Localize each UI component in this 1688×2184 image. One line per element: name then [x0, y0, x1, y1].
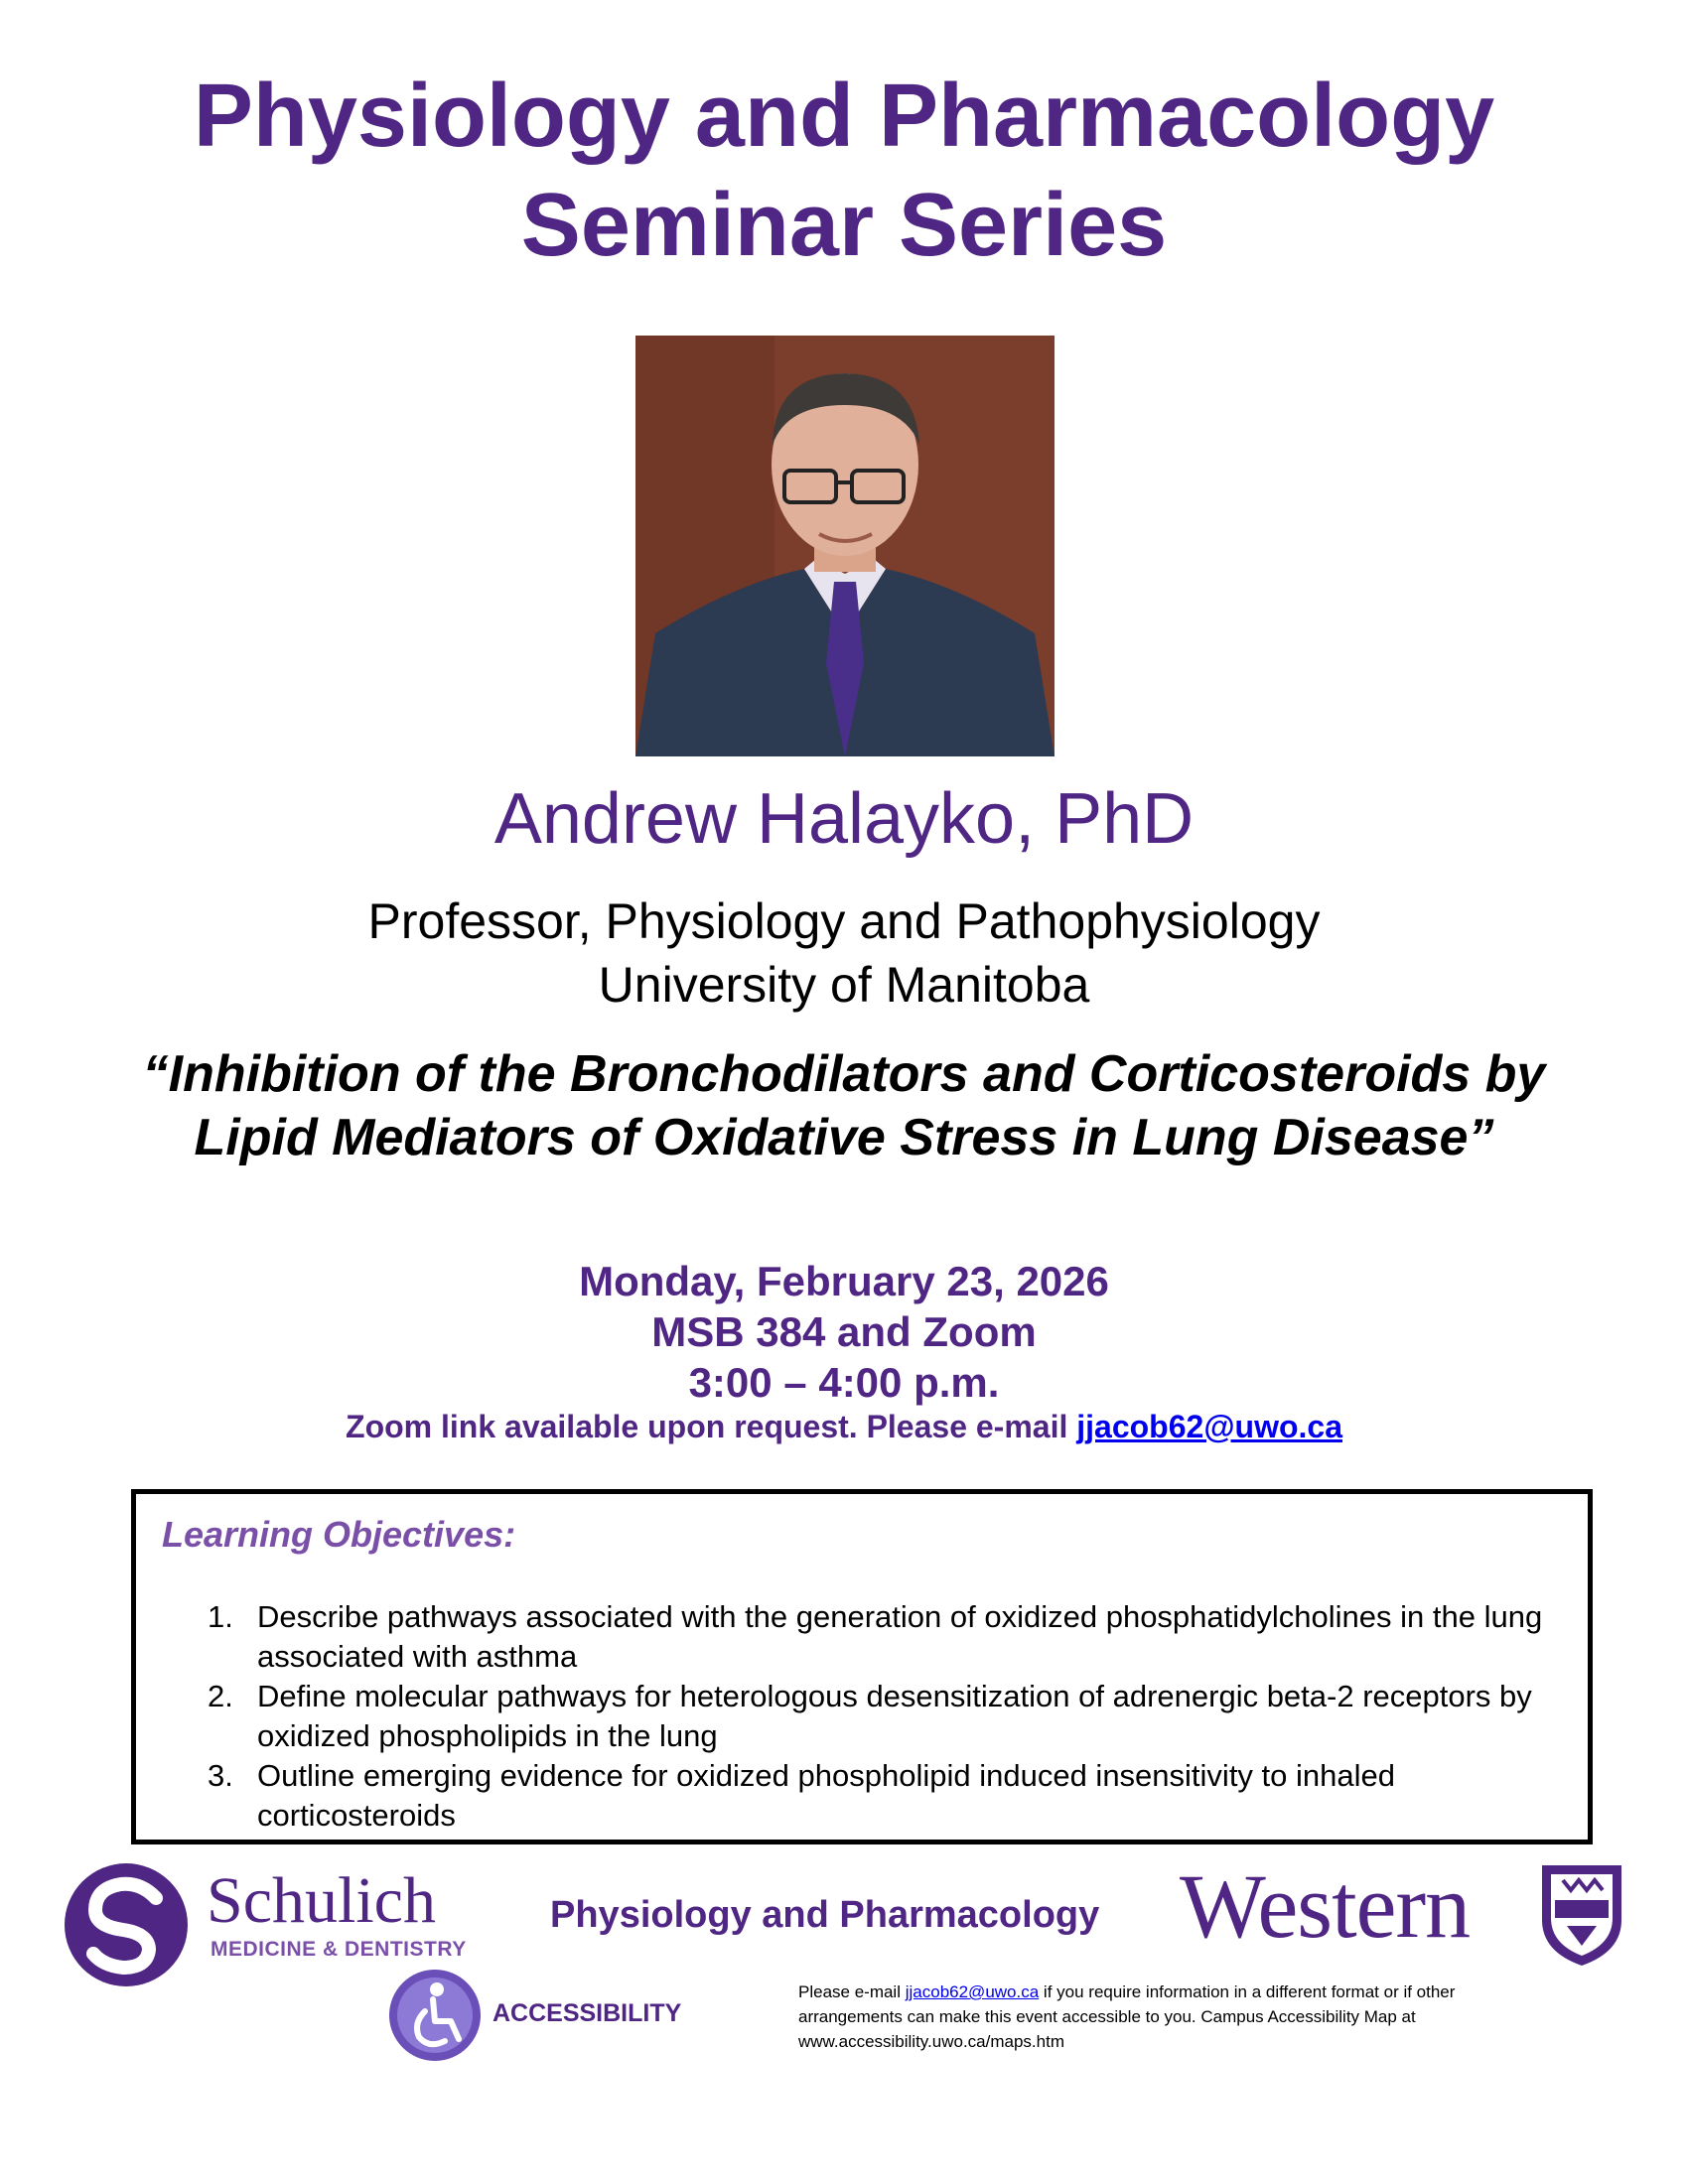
objective-number: 1. [208, 1599, 233, 1634]
access-notice-before: Please e-mail [798, 1982, 901, 2001]
speaker-name: Andrew Halayko, PhD [493, 779, 1195, 859]
objective-text: Describe pathways associated with the generation of oxidized phosphatidylcholines in the lung associated with asthma [257, 1599, 1543, 1674]
talk-title: “Inhibition of the Bronchodilators and Corticosteroids by Lipid Mediators of Oxidative Stress in Lung Disease” [142, 1045, 1546, 1166]
zoom-note [0, 1407, 1688, 1446]
objective-item [208, 1597, 1558, 1677]
speaker-affiliation [0, 889, 1688, 1017]
title-line-2: Seminar Series [520, 176, 1168, 275]
event-time: 3:00 – 4:00 p.m. [688, 1359, 1000, 1406]
access-email-link[interactable]: jjacob62@uwo.ca [905, 1982, 1040, 2001]
accessibility-label: ACCESSIBILITY [492, 1999, 682, 2027]
objective-item [208, 1756, 1558, 1836]
schulich-wordmark: Schulich [207, 1864, 436, 1937]
speaker-institution: University of Manitoba [598, 957, 1090, 1013]
event-details [0, 1256, 1688, 1408]
western-wordmark: Western [1180, 1855, 1471, 1957]
accessibility-icon [387, 1968, 483, 2063]
objective-item [208, 1677, 1558, 1756]
objective-number: 3. [208, 1758, 233, 1793]
objective-text: Define molecular pathways for heterologous desensitization of adrenergic beta-2 receptors by oxidized phospholipids in the lung [257, 1679, 1532, 1753]
title-line-1: Physiology and Pharmacology [193, 67, 1495, 166]
department-name: Physiology and Pharmacology [550, 1894, 1100, 1936]
accessibility-notice [798, 1979, 1493, 2054]
speaker-photo [635, 336, 1055, 756]
western-crest-icon [1537, 1860, 1626, 1970]
schulich-subtitle: MEDICINE & DENTISTRY [211, 1938, 467, 1961]
speaker-portrait-illustration [635, 336, 1055, 756]
schulich-logo-icon [62, 1860, 191, 1989]
speaker-position: Professor, Physiology and Pathophysiology [367, 893, 1321, 949]
contact-email-link[interactable]: jjacob62@uwo.ca [1076, 1409, 1342, 1444]
event-date: Monday, February 23, 2026 [579, 1258, 1109, 1304]
learning-objectives-box [131, 1489, 1593, 1844]
zoom-note-text: Zoom link available upon request. Please e-mail [346, 1409, 1068, 1444]
objective-text: Outline emerging evidence for oxidized phospholipid induced insensitivity to inhaled corticosteroids [257, 1758, 1395, 1833]
access-notice-after: if you require information in a different format or if other arrangements can make this event accessible to you. Campus Accessibility Map at www.accessibility.uwo.ca/maps.htm [798, 1982, 1456, 2051]
seminar-series-title [0, 62, 1688, 280]
objective-number: 2. [208, 1679, 233, 1713]
event-location: MSB 384 and Zoom [651, 1308, 1037, 1355]
objectives-list [208, 1597, 1558, 1836]
objectives-title: Learning Objectives: [162, 1514, 516, 1555]
